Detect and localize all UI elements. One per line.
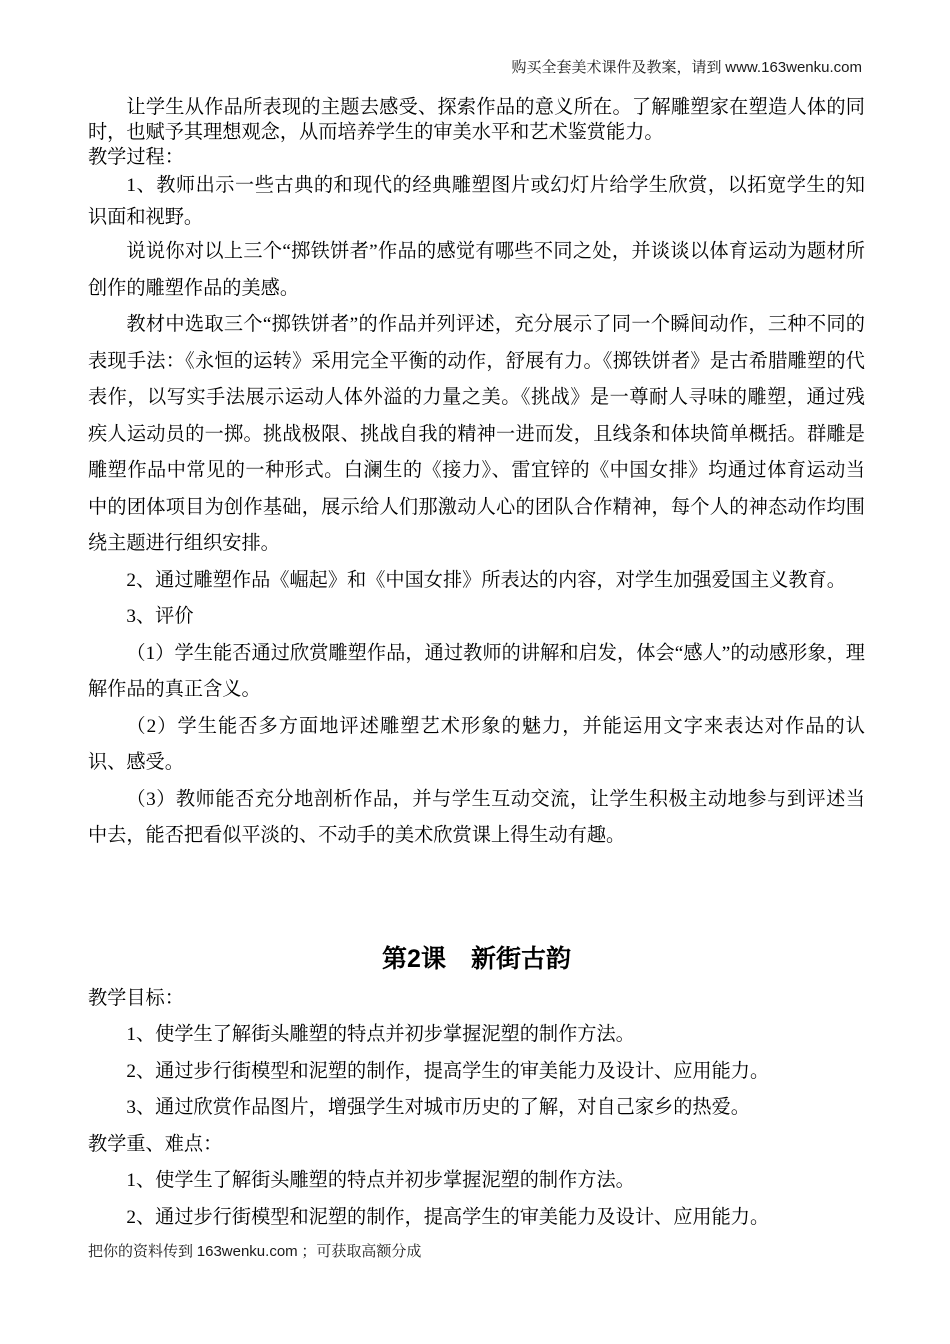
header-promo-url: www.163wenku.com <box>725 59 862 76</box>
paragraph-evaluation-2: （2）学生能否多方面地评述雕塑艺术形象的魅力，并能运用文字来表达对作品的认识、感受。 <box>88 715 865 773</box>
paragraph-objective-2: 2、通过步行街模型和泥塑的制作，提高学生的审美能力及设计、应用能力。 <box>126 1060 770 1082</box>
paragraph-objective-3: 3、通过欣赏作品图片，增强学生对城市历史的了解，对自己家乡的热爱。 <box>126 1097 750 1118</box>
footer-url: 163wenku.com <box>196 1243 298 1260</box>
footer-text-before: 把你的资料传到 <box>88 1244 194 1260</box>
paragraph-key-point-1: 1、使学生了解街头雕塑的特点并初步掌握泥塑的制作方法。 <box>126 1170 635 1191</box>
header-promo-text: 购买全套美术课件及教案，请到 <box>511 60 722 76</box>
page-header <box>512 58 863 78</box>
paragraph-objective-1: 1、使学生了解街头雕塑的特点并初步掌握泥塑的制作方法。 <box>126 1024 635 1045</box>
footer-text-after: ；可获取高额分成 <box>301 1244 422 1260</box>
paragraph-evaluation-3: （3）教师能否充分地剖析作品，并与学生互动交流，让学生积极主动地参与到评述当中去，能否把看似平淡的、不动手的美术欣赏课上得生动有趣。 <box>88 788 865 846</box>
paragraph-discussion: 说说你对以上三个“掷铁饼者”作品的感觉有哪些不同之处，并谈谈以体育运动为题材所创作的雕塑作品的美感。 <box>88 241 865 299</box>
heading-teaching-process: 教学过程： <box>88 147 184 168</box>
paragraph-analysis: 教材中选取三个“掷铁饼者”的作品并列评述，充分展示了同一个瞬间动作，三种不同的表现手法：《永恒的运转》采用完全平衡的动作，舒展有力。《掷铁饼者》是古希腊雕塑的代表作，以写实手法展示运动人体外溢的力量之美。《挑战》是一尊耐人寻味的雕塑，通过残疾人运动员的一掷。挑战极限、挑战自我的精神一进而发，且线条和体块简单概括。群雕是雕塑作品中常见的一种形式。白澜生的《接力》、雷宜锌的《中国女排》均通过体育运动当中的团体项目为创作基础，展示给人们那激动人心的团队合作精神，每个人的神态动作均围绕主题进行组织安排。 <box>88 314 865 554</box>
heading-objectives: 教学目标： <box>88 987 184 1009</box>
paragraph-evaluation-1: （1）学生能否通过欣赏雕塑作品，通过教师的讲解和启发，体会“感人”的动感形象，理解作品的真正含义。 <box>88 642 865 700</box>
paragraph-key-point-2: 2、通过步行街模型和泥塑的制作，提高学生的审美能力及设计、应用能力。 <box>126 1206 770 1228</box>
paragraph-intro: 让学生从作品所表现的主题去感受、探索作品的意义所在。了解雕塑家在塑造人体的同时，也赋予其理想观念，从而培养学生的审美水平和艺术鉴赏能力。 <box>88 97 865 143</box>
paragraph-process-step3: 3、评价 <box>126 606 194 627</box>
heading-key-points: 教学重、难点： <box>88 1133 223 1155</box>
document-body <box>88 95 865 1236</box>
paragraph-process-step2: 2、通过雕塑作品《崛起》和《中国女排》所表达的内容，对学生加强爱国主义教育。 <box>126 569 846 591</box>
lesson2-title: 第2课 新街古韵 <box>382 944 571 973</box>
paragraph-process-step1: 1、教师出示一些古典的和现代的经典雕塑图片或幻灯片给学生欣赏，以拓宽学生的知识面和视野。 <box>88 175 865 228</box>
page-footer <box>88 1242 421 1262</box>
